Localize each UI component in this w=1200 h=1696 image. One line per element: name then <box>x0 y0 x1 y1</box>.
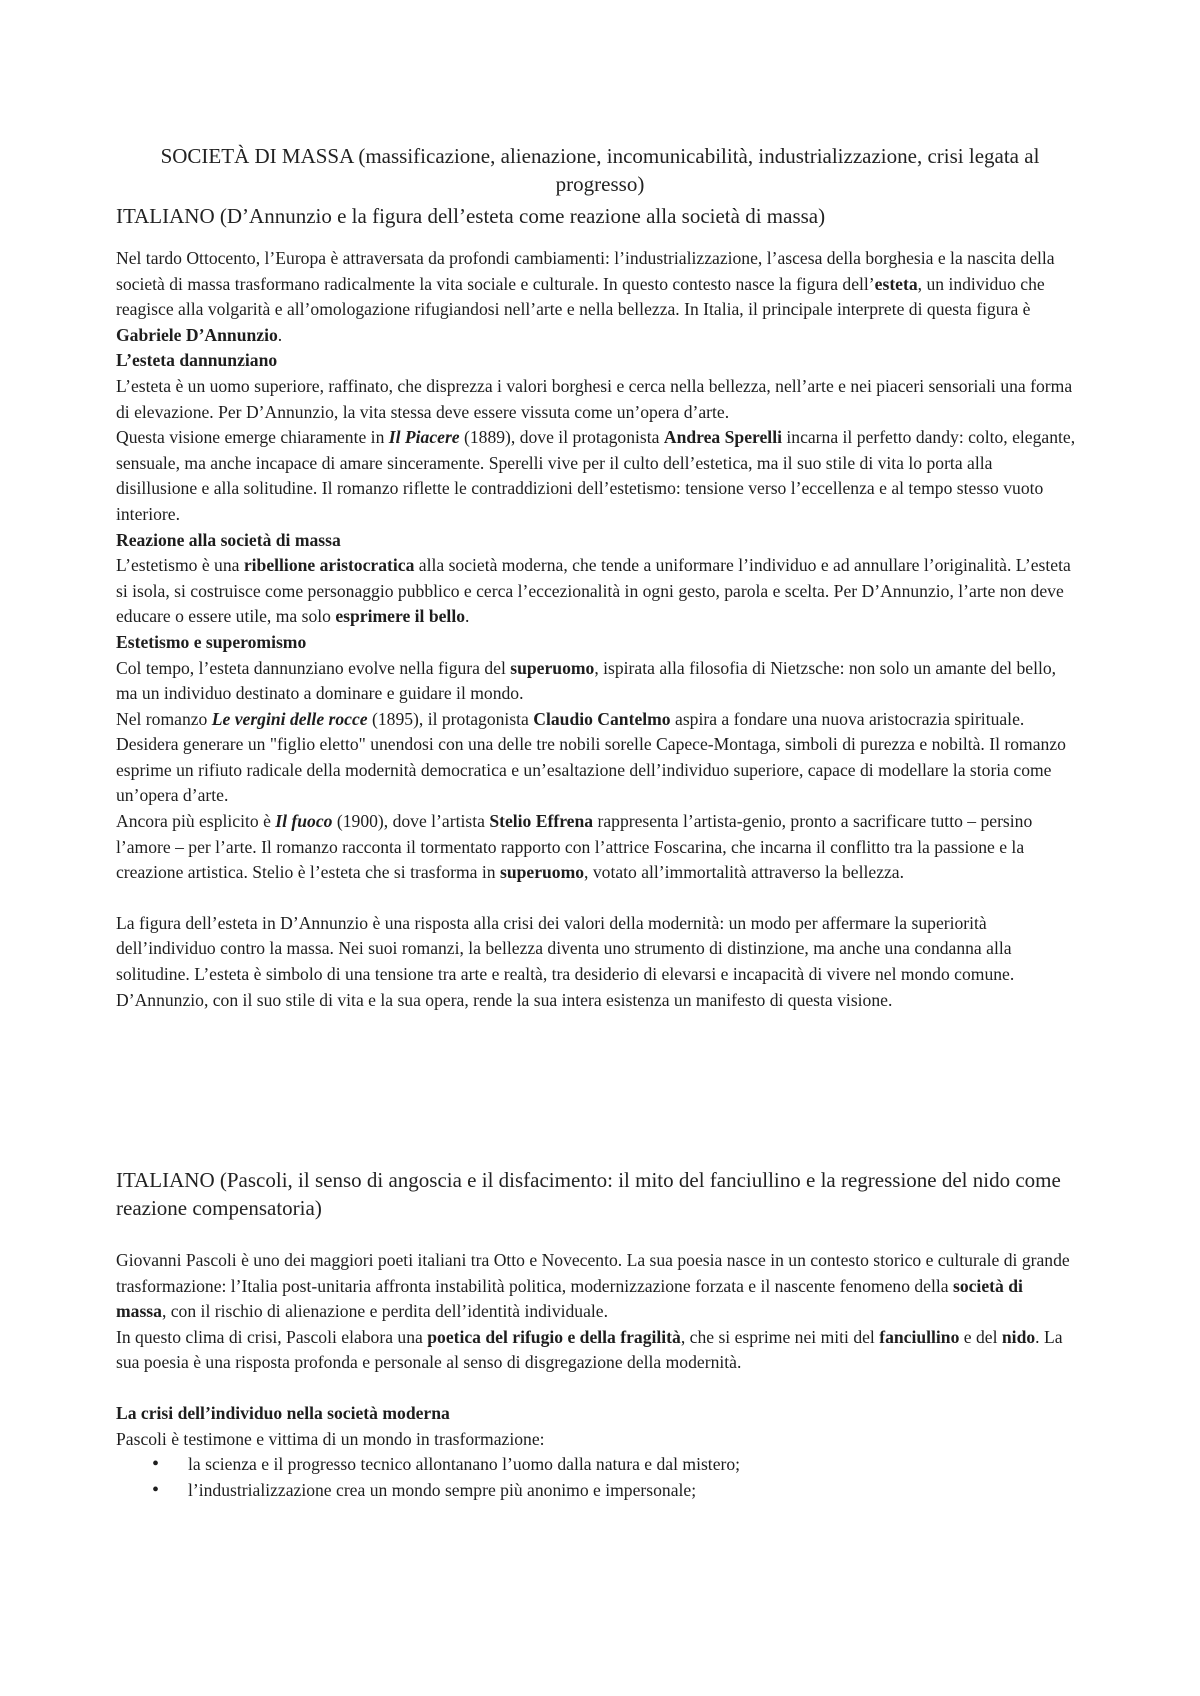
bold-term: poetica del rifugio e della fragilità <box>427 1326 681 1347</box>
bullet-list <box>116 1452 1076 1503</box>
text-span: . La sua poesia è una risposta profonda e personale al senso di disgregazione della modernità. <box>116 1326 1063 1373</box>
paragraph <box>116 553 1076 630</box>
section-body-dannunzio <box>116 246 1076 1013</box>
bold-term: Claudio Cantelmo <box>533 708 671 729</box>
paragraph <box>116 656 1076 707</box>
subheading: Reazione alla società di massa <box>116 529 341 550</box>
section-body-pascoli <box>116 1248 1076 1503</box>
document-title: SOCIETÀ DI MASSA (massificazione, alienazione, incomunicabilità, industrializzazione, crisi legata al progresso) <box>160 144 1040 196</box>
paragraph <box>116 1325 1076 1376</box>
text-span: , votato all’immortalità attraverso la bellezza. <box>584 862 905 883</box>
subheading: L’esteta dannunziano <box>116 350 278 371</box>
paragraph <box>116 425 1076 527</box>
text-span: . <box>277 324 283 345</box>
bold-term: esteta <box>874 273 918 294</box>
paragraph-gap <box>116 1376 1076 1401</box>
text-span: Nel romanzo <box>116 708 212 729</box>
text-span: , ispirata alla filosofia di Nietzsche: non solo un amante del bello, ma un individuo destinato a dominare e guidare il mondo. <box>116 657 1057 704</box>
text-span: L’estetismo è una <box>116 555 244 576</box>
bold-italic-title: Le vergini delle rocce <box>211 708 368 729</box>
text-span: alla società moderna, che tende a uniformare l’individuo e ad annullare l’originalità. L’esteta si isola, si costruisce come personaggio pubblico e cerca l’eccezionalità in ogni gesto, parola e scelta. Per D’Annunzio, l’arte non deve educare o essere utile, ma solo <box>116 555 1071 627</box>
text-span: e del <box>959 1326 1002 1347</box>
section-heading-dannunzio: ITALIANO (D’Annunzio e la figura dell’esteta come reazione alla società di massa) <box>116 204 826 228</box>
text-span: , che si esprime nei miti del <box>680 1326 880 1347</box>
list-item: • la scienza e il progresso tecnico allontanano l’uomo dalla natura e dal mistero; <box>116 1452 1076 1478</box>
bold-term: fanciullino <box>879 1326 960 1347</box>
bold-term: esprimere il bello <box>335 606 466 627</box>
text-span: rappresenta l’artista-genio, pronto a sacrificare tutto – persino l’amore – per l’arte. Il romanzo racconta il tormentato rapporto con l’attrice Foscarina, che incarna il conflitto tra la passione e la creazione artistica. Stelio è l’esteta che si trasforma in <box>116 811 1033 883</box>
paragraph <box>116 1248 1076 1325</box>
bold-term: nido <box>1001 1326 1036 1347</box>
list-item: • l’industrializzazione crea un mondo sempre più anonimo e impersonale; <box>116 1478 1076 1504</box>
text-span: Giovanni Pascoli è uno dei maggiori poeti italiani tra Otto e Novecento. La sua poesia nasce in un contesto storico e culturale di grande trasformazione: l’Italia post-unitaria affronta instabilità politica, modernizzazione forzata e il nascente fenomeno della <box>116 1250 1070 1296</box>
text-span: (1889), dove il protagonista <box>459 427 664 448</box>
subheading: La crisi dell’individuo nella società moderna <box>116 1402 450 1423</box>
paragraph: La figura dell’esteta in D’Annunzio è una risposta alla crisi dei valori della modernità: un modo per affermare la superiorità dell’individuo contro la massa. Nei suoi romanzi, la bellezza diventa uno strumento di distinzione, ma anche una condanna alla solitudine. L’esteta è simbolo di una tensione tra arte e realtà, tra desiderio di elevarsi e incapacità di vivere nel mondo comune. D’Annunzio, con il suo stile di vita e la sua opera, rende la sua intera esistenza un manifesto di questa visione. <box>116 912 1015 1010</box>
paragraph <box>116 707 1076 809</box>
text-span: , con il rischio di alienazione e perdita dell’identità individuale. <box>161 1301 608 1322</box>
paragraph: Pascoli è testimone e vittima di un mondo in trasformazione: <box>116 1428 545 1449</box>
bold-term: ribellione aristocratica <box>243 555 415 576</box>
text-span: (1895), il protagonista <box>367 708 534 729</box>
bold-term: superuomo <box>499 862 585 883</box>
text-span: . <box>465 606 470 627</box>
text-span: aspira a fondare una nuova aristocrazia spirituale. Desidera generare un "figlio eletto" unendosi con una delle tre nobili sorelle Capece-Montaga, simboli di purezza e nobiltà. Il romanzo esprime un rifiuto radicale della modernità democratica e un’esaltazione dell’individuo superiore, capace di modellare la storia come un’opera d’arte. <box>116 708 1066 806</box>
bold-term: Gabriele D’Annunzio <box>116 324 278 345</box>
bold-term: superuomo <box>510 657 595 678</box>
paragraph: L’esteta è un uomo superiore, raffinato, che disprezza i valori borghesi e cerca nella bellezza, nell’arte e nei piaceri sensoriali una forma di elevazione. Per D’Annunzio, la vita stessa deve essere vissuta come un’opera d’arte. <box>116 375 1073 422</box>
bold-term: Andrea Sperelli <box>663 427 782 448</box>
subheading: Estetismo e superomismo <box>116 631 307 652</box>
text-span: incarna il perfetto dandy: colto, elegante, sensuale, ma anche incapace di amare sinceramente. Sperelli vive per il culto dell’estetica, ma il suo stile di vita lo porta alla disillusione e alla solitudine. Il romanzo riflette le contraddizioni dell’estetismo: tensione verso l’eccellenza e al tempo stesso vuoto interiore. <box>116 427 1076 524</box>
paragraph <box>116 809 1076 886</box>
paragraph-gap <box>116 886 1076 911</box>
bold-italic-title: Il fuoco <box>275 811 333 832</box>
bold-italic-title: Il Piacere <box>388 427 460 448</box>
text-span: Nel tardo Ottocento, l’Europa è attraversata da profondi cambiamenti: l’industrializzazione, l’ascesa della borghesia e la nascita della società di massa trasformano radicalmente la vita sociale e culturale. In questo contesto nasce la figura dell’ <box>116 248 1055 294</box>
text-span: Questa visione emerge chiaramente in <box>116 427 389 448</box>
text-span: (1900), dove l’artista <box>332 811 490 832</box>
text-span: , un individuo che reagisce alla volgarità e all’omologazione rifugiandosi nell’arte e nella bellezza. In Italia, il principale interprete di questa figura è <box>116 273 1045 320</box>
paragraph <box>116 246 1076 348</box>
section-heading-pascoli: ITALIANO (Pascoli, il senso di angoscia e il disfacimento: il mito del fanciullino e la regressione del nido come reazione compensatoria) <box>116 1168 1061 1220</box>
text-span: In questo clima di crisi, Pascoli elabora una <box>116 1326 428 1347</box>
bold-term: società di massa <box>116 1275 1023 1322</box>
text-span: Col tempo, l’esteta dannunziano evolve nella figura del <box>116 657 511 678</box>
text-span: Ancora più esplicito è <box>116 811 276 832</box>
bold-term: Stelio Effrena <box>489 811 594 832</box>
